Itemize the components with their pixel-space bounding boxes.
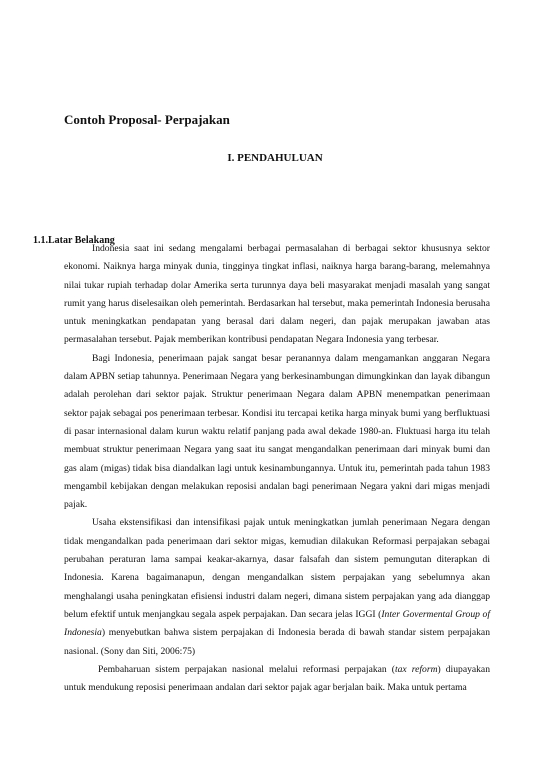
paragraph-text: ) menyebutkan bahwa sistem perpajakan di Indonesia berada di bawah standar sistem perpajakan nasional. (Sony dan Siti, 2006:75)	[64, 627, 490, 657]
paragraph-text: Usaha ekstensifikasi dan intensifikasi pajak untuk meningkatkan jumlah penerimaan Negara dengan tidak mengandalkan pada penerimaan dari sektor migas, kemudian dilakukan Reformasi perpajakan sebagai perubahan peraturan lama sampai keakar-akarnya, dasar falsafah dan sistem pemungutan diterapkan di Indonesia. Karena bagaimanapun, dengan mengandalkan sistem perpajakan yang sebelumnya akan menghalangi usaha peningkatan efisiensi industri dalam negeri, dimana sistem perpajakan yang ada dianggap belum efektif untuk menjangkau segala aspek perpajakan. Dan secara jelas IGGI (	[64, 517, 490, 620]
italic-term: tax reform	[394, 663, 438, 675]
paragraph-text: ) diupayakan untuk mendukung reposisi penerimaan andalan dari sektor pajak agar berjalan baik. Maka untuk pertama	[64, 663, 490, 694]
paragraph	[64, 661, 490, 698]
document-body	[64, 240, 490, 697]
paragraph: Indonesia saat ini sedang mengalami berbagai permasalahan di berbagai sektor khususnya sektor ekonomi. Naiknya harga minyak dunia, tingginya tingkat inflasi, naiknya harga barang-barang, melemahnya nilai tukar rupiah terhadap dolar Amerika serta turunnya daya beli masyarakat menjadi masalah yang sangat rumit yang harus diselesaikan oleh pemerintah. Berdasarkan hal tersebut, maka pemerintah Indonesia berusaha untuk meningkatkan pendapatan yang berasal dari dalam negeri, dan pajak merupakan jawaban atas permasalahan tersebut. Pajak memberikan kontribusi pendapatan Negara Indonesia yang terbesar.	[64, 243, 490, 346]
chapter-heading: I. PENDAHULUAN	[227, 152, 323, 164]
italic-term: Inter Govermental Group of Indonesia	[64, 608, 490, 639]
paragraph: Bagi Indonesia, penerimaan pajak sangat besar peranannya dalam mengamankan anggaran Negara dalam APBN setiap tahunnya. Penerimaan Negara yang berkesinambungan dimungkinkan dan layak dibangun adalah perolehan dari sektor pajak. Struktur penerimaan Negara dalam APBN menempatkan penerimaan sektor pajak sebagai pos penerimaan terbesar. Kondisi itu tercapai ketika harga minyak bumi yang berfluktuasi di pasar internasional dalam kurun waktu relatif panjang pada awal dekade 1980-an. Fluktuasi harga itu telah membuat struktur penerimaan Negara yang saat itu sangat mengandalkan penerimaan dari minyak bumi dan gas alam (migas) tidak bisa diandalkan lagi untuk kesinambungannya. Untuk itu, pemerintah pada tahun 1983 mengambil kebijakan dengan melakukan reposisi andalan bagi penerimaan Negara yakni dari migas menjadi pajak.	[64, 352, 490, 511]
section-heading: 1.1.Latar Belakang	[33, 235, 115, 246]
paragraph-text: Pembaharuan sistem perpajakan nasional melalui reformasi perpajakan (	[98, 663, 395, 675]
document-title: Contoh Proposal- Perpajakan	[64, 112, 230, 127]
paragraph	[64, 514, 490, 660]
